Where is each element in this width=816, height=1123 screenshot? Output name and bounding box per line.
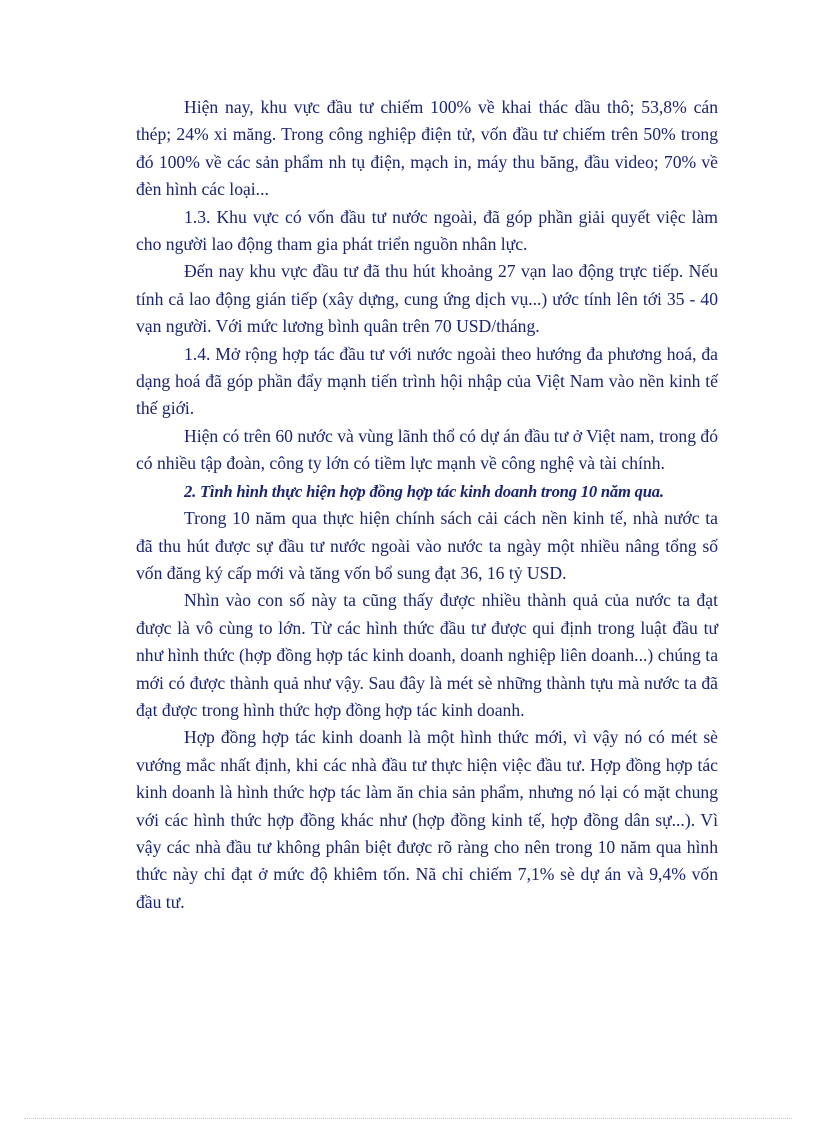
paragraph-ten-years: Trong 10 năm qua thực hiện chính sách cải cách nền kinh tế, nhà nước ta đã thu hút được sự đầu tư nước ngoài vào nước ta ngày một nhiều nâng tổng số vốn đăng ký cấp mới và tăng vốn bổ sung đạt 36, 16 tỷ USD. — [136, 508, 718, 583]
document-page — [136, 94, 718, 916]
paragraph-section-1-4: 1.4. Mở rộng hợp tác đầu tư với nước ngoài theo hướng đa phương hoá, đa dạng hoá đã góp phần đẩy mạnh tiến trình hội nhập của Việt Nam vào nền kinh tế thế giới. — [136, 343, 718, 419]
paragraph-labor: Đến nay khu vực đầu tư đã thu hút khoảng 27 vạn lao động trực tiếp. Nếu tính cả lao động gián tiếp (xây dựng, cung ứng dịch vụ...) ước tính lên tới 35 - 40 vạn người. Với mức lương bình quân trên 70 USD/tháng. — [136, 261, 718, 337]
footer-divider — [24, 1118, 792, 1119]
paragraph-investment-share: Hiện nay, khu vực đầu tư chiếm 100% về khai thác dầu thô; 53,8% cán thép; 24% xi măng. Trong công nghiệp điện tử, vốn đầu tư chiếm trên 50% trong đó 100% về các sản phẩm nh tụ điện, mạch in, máy thu băng, đầu video; 70% về đèn hình các loại... — [136, 97, 718, 200]
paragraph-section-1-3: 1.3. Khu vực có vốn đầu tư nước ngoài, đã góp phần giải quyết việc làm cho người lao động tham gia phát triển nguồn nhân lực. — [136, 206, 718, 255]
paragraph-bcc-contract: Hợp đồng hợp tác kinh doanh là một hình thức mới, vì vậy nó có mét sè vướng mắc nhất định, khi các nhà đầu tư thực hiện việc đầu tư. Hợp đồng hợp tác kinh doanh là hình thức hợp tác làm ăn chia sản phẩm, nhưng nó lại có mặt chung với các hình thức hợp đồng khác như (hợp đồng kinh tế, hợp đồng dân sự...). Vì vậy các nhà đầu tư không phân biệt được rõ ràng cho nên trong 10 năm qua hình thức này chỉ đạt ở mức độ khiêm tốn. Nã chỉ chiếm 7,1% sè dự án và 9,4% vốn đầu tư. — [136, 727, 718, 912]
paragraph-achievements: Nhìn vào con số này ta cũng thấy được nhiều thành quả của nước ta đạt được là vô cùng to lớn. Từ các hình thức đầu tư được qui định trong luật đầu tư như hình thức (hợp đồng hợp tác kinh doanh, doanh nghiệp liên doanh...) chúng ta mới có được thành quả như vậy. Sau đây là mét sè những thành tựu mà nước ta đã đạt được trong hình thức hợp đồng hợp tác kinh doanh. — [136, 590, 718, 720]
paragraph-countries: Hiện có trên 60 nước và vùng lãnh thổ có dự án đầu tư ở Việt nam, trong đó có nhiều tập đoàn, công ty lớn có tiềm lực mạnh về công nghệ và tài chính. — [136, 425, 718, 474]
section-heading-2: 2. Tình hình thực hiện hợp đồng hợp tác kinh doanh trong 10 năm qua. — [184, 481, 664, 501]
